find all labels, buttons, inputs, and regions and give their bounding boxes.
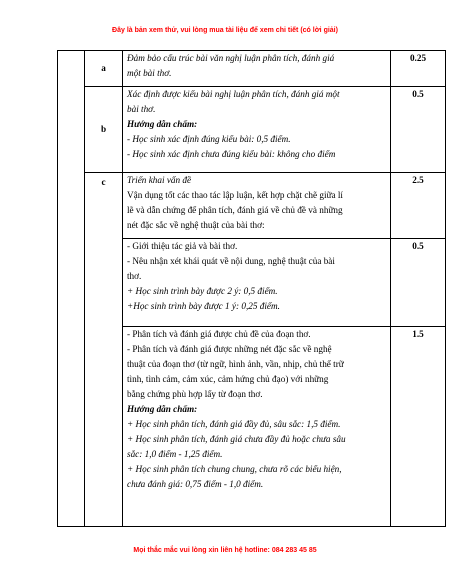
- guide-title: Hướng dẫn chấm:: [127, 119, 198, 129]
- score-cell: 2.5: [391, 173, 446, 239]
- section-title: Triển khai vấn đề: [127, 175, 192, 185]
- score-cell: 0.25: [391, 51, 446, 87]
- criterion-description: Đảm bảo cấu trúc bài văn nghị luận phân tích, đánh giá một bài thơ.: [123, 51, 391, 87]
- grading-rubric-table: [57, 50, 446, 527]
- criterion-description: - Giới thiệu tác giả và bài thơ. - Nêu nhận xét khái quát về nội dung, nghệ thuật của bài thơ. + Học sinh trình bày được 2 ý: 0,5 điểm. +Học sinh trình bày được 1 ý: 0,25 điểm.: [123, 239, 391, 327]
- score-cell: 0.5: [391, 87, 446, 173]
- table-row: [58, 51, 446, 87]
- criterion-label: b: [85, 87, 123, 173]
- table-row: [58, 87, 446, 173]
- criterion-description: Triển khai vấn đề Vận dụng tốt các thao tác lập luận, kết hợp chặt chẽ giữa lí lẽ và dẫn chứng để phân tích, đánh giá về chủ đề và những nét đặc sắc về nghệ thuật của bài thơ:: [123, 173, 391, 239]
- score-cell: 1.5: [391, 327, 446, 527]
- criterion-description: - Phân tích và đánh giá được chủ đề của đoạn thơ. - Phân tích và đánh giá được những nét đặc sắc về nghệ thuật của đoạn thơ (từ ngữ, hình ảnh, vần, nhịp, chủ thể trữ tình, tình cảm, cảm xúc, cảm hứng chủ đạo) với những bằng chứng phù hợp lấy từ đoạn thơ. Hướng dẫn chấm: + Học sinh phân tích, đánh giá đầy đủ, sâu sắc: 1,5 điểm. + Học sinh phân tích, đánh giá chưa đầy đủ hoặc chưa sâu sắc: 1,0 điểm - 1,25 điểm. + Học sinh phân tích chung chung, chưa rõ các biểu hiện, chưa đánh giá: 0,75 điểm - 1,0 điểm.: [123, 327, 391, 527]
- preview-notice-banner: Đây là bản xem thử, vui lòng mua tài liệu để xem chi tiết (có lời giải): [112, 27, 338, 34]
- criterion-label: a: [85, 51, 123, 87]
- guide-title: Hướng dẫn chấm:: [127, 404, 198, 414]
- table-row: [58, 173, 446, 239]
- score-cell: 0.5: [391, 239, 446, 327]
- hotline-footer-banner: Mọi thắc mắc vui lòng xin liên hệ hotline: 084 283 45 85: [133, 547, 317, 554]
- criterion-label: c: [85, 173, 123, 527]
- blank-column-cell: [58, 51, 85, 527]
- criterion-description: Xác định được kiểu bài nghị luận phân tích, đánh giá một bài thơ. Hướng dẫn chấm: - Học sinh xác định đúng kiểu bài: 0,5 điểm. - Học sinh xác định chưa đúng kiểu bài: không cho điểm: [123, 87, 391, 173]
